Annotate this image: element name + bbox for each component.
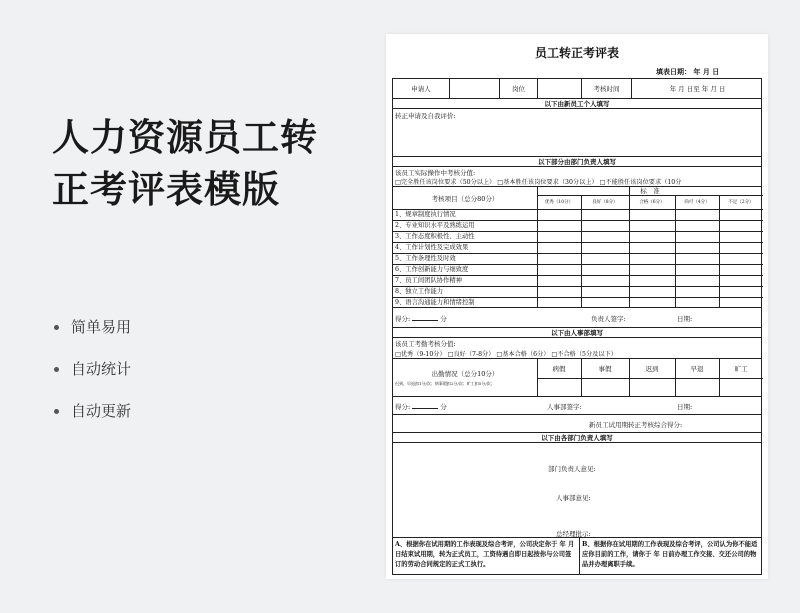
section-header: 以下由人事部填写 (393, 328, 761, 338)
items-header: 考核项目（总分80分） (431, 194, 499, 203)
gm-approval[interactable]: 总经理批示: (556, 530, 591, 538)
score-label: 得分: (395, 403, 411, 411)
level-header: 优秀（10分） (544, 200, 574, 205)
attendance-table (393, 359, 761, 397)
assessment-item[interactable]: 4、工作计划性及完成效果 (393, 242, 763, 253)
hr-opinion[interactable]: 人事部意见: (556, 494, 591, 502)
position-label: 岗位 (499, 79, 537, 98)
conclusion-row (393, 538, 761, 574)
competency-label: 该员工实际操作中考核分值: (395, 169, 476, 177)
score-field[interactable] (395, 314, 447, 323)
attendance-note: 迟到、早退扣1分/次；病事假扣2分/次；旷工扣5分/次； (395, 381, 495, 386)
score-label: 得分: (395, 315, 411, 323)
bullet-icon (54, 409, 59, 414)
form-table (392, 78, 762, 575)
assessment-item[interactable]: 8、独立工作能力 (393, 286, 763, 297)
form-page (386, 34, 768, 579)
assessment-item[interactable]: 6、工作创新能力与细致度 (393, 264, 763, 275)
score-unit: 分 (440, 403, 447, 411)
applicant-field[interactable] (449, 79, 499, 98)
position-field[interactable] (537, 79, 581, 98)
applicant-row (393, 79, 761, 99)
feature-item (54, 358, 131, 379)
composite-score[interactable]: 新员工试用期转正考核综合得分: (589, 421, 683, 429)
attendance-title: 出勤情况（总分10分） (431, 370, 499, 378)
competency-checkboxes[interactable]: □完全胜任该岗位要求（50分以上） □基本胜任该岗位要求（30分以上） □不能胜任该岗位要求（10分 (395, 179, 682, 186)
self-evaluation-area[interactable] (393, 109, 761, 157)
attendance-label: 该员工考勤考核分值: (395, 340, 456, 348)
assessment-item[interactable]: 7、员工间团队协作精神 (393, 275, 763, 286)
date-label[interactable]: 日期: (677, 315, 693, 323)
bullet-icon (54, 325, 59, 330)
attendance-col: 旷工 (734, 365, 748, 373)
level-header: 良好（8分） (592, 200, 618, 205)
review-period-field[interactable]: 年 月 日至 年 月 日 (631, 79, 763, 98)
dept-score-row (393, 308, 761, 328)
level-header: 合格（6分） (639, 200, 665, 205)
attendance-col: 早退 (690, 365, 704, 373)
left-panel (0, 0, 380, 613)
level-header: 尚可（4分） (684, 200, 710, 205)
feature-label: 简单易用 (71, 318, 132, 336)
assessment-item[interactable]: 1、规章制度执行情况 (393, 209, 763, 220)
dept-opinion[interactable]: 部门负责人意见: (548, 465, 596, 473)
note-b[interactable]: B、根据你在试用期的工作表现及综合考评，公司认为你不能适应你目前的工作，请你于 年 日前办理工作交接、交还公司的物品并办理离职手续。 (582, 541, 758, 568)
assessment-grid (393, 187, 761, 308)
approval-area (393, 443, 761, 538)
attendance-col: 迟到 (645, 365, 659, 373)
hr-score-field[interactable] (395, 402, 447, 411)
leader-sign[interactable]: 负责人签字: (591, 315, 626, 323)
title-line-2: 正考评表模版 (52, 168, 280, 211)
assessment-item[interactable]: 3、工作态度积极性、主动性 (393, 231, 763, 242)
hr-score-row (393, 397, 761, 415)
date-label[interactable]: 日期: (677, 403, 693, 411)
self-evaluation-label: 转正申请及自我评价: (395, 112, 456, 120)
title-line-1: 人力资源员工转 (52, 116, 318, 159)
review-time-label: 考核时间 (581, 79, 631, 98)
section-header: 以下由各部门负责人填写 (393, 433, 761, 443)
assessment-item[interactable]: 5、工作条理性及时效 (393, 253, 763, 264)
hr-sign[interactable]: 人事部签字: (547, 403, 582, 411)
score-unit: 分 (440, 315, 447, 323)
level-header: 不足（2分） (728, 200, 754, 205)
feature-label: 自动更新 (71, 402, 132, 420)
fill-date: 填表日期： 年 月 日 (656, 67, 720, 76)
feature-item (54, 400, 131, 421)
feature-label: 自动统计 (71, 360, 132, 378)
applicant-label: 申请人 (411, 85, 431, 93)
attendance-checkboxes[interactable]: □优秀（9-10分） □良好（7-8分） □基本合格（6分） □不合格（5分及以下） (395, 351, 617, 358)
attendance-col: 病假 (552, 365, 566, 373)
competency-options (393, 167, 761, 187)
assessment-item[interactable]: 9、语言沟通能力和情绪控制 (393, 297, 763, 308)
attendance-col: 事假 (598, 365, 612, 373)
note-a[interactable]: A、根据你在试用期的工作表现及综合考评，公司决定你于 年 月 日结束试用期，转为正式员工，工资待遇自即日起按你与公司签订的劳动合同规定的正式工执行。 (395, 541, 575, 568)
attendance-options (393, 338, 761, 359)
composite-row (393, 415, 761, 433)
section-header: 以下部分由部门负责人填写 (393, 157, 761, 167)
bullet-icon (54, 367, 59, 372)
assessment-item[interactable]: 2、专业知识水平及熟练运用 (393, 220, 763, 231)
standard-header: 标 准 (537, 187, 763, 196)
page-title (52, 112, 318, 216)
section-header: 以下由新员工个人填写 (393, 99, 761, 109)
feature-item (54, 316, 131, 337)
form-title: 员工转正考评表 (534, 46, 619, 60)
